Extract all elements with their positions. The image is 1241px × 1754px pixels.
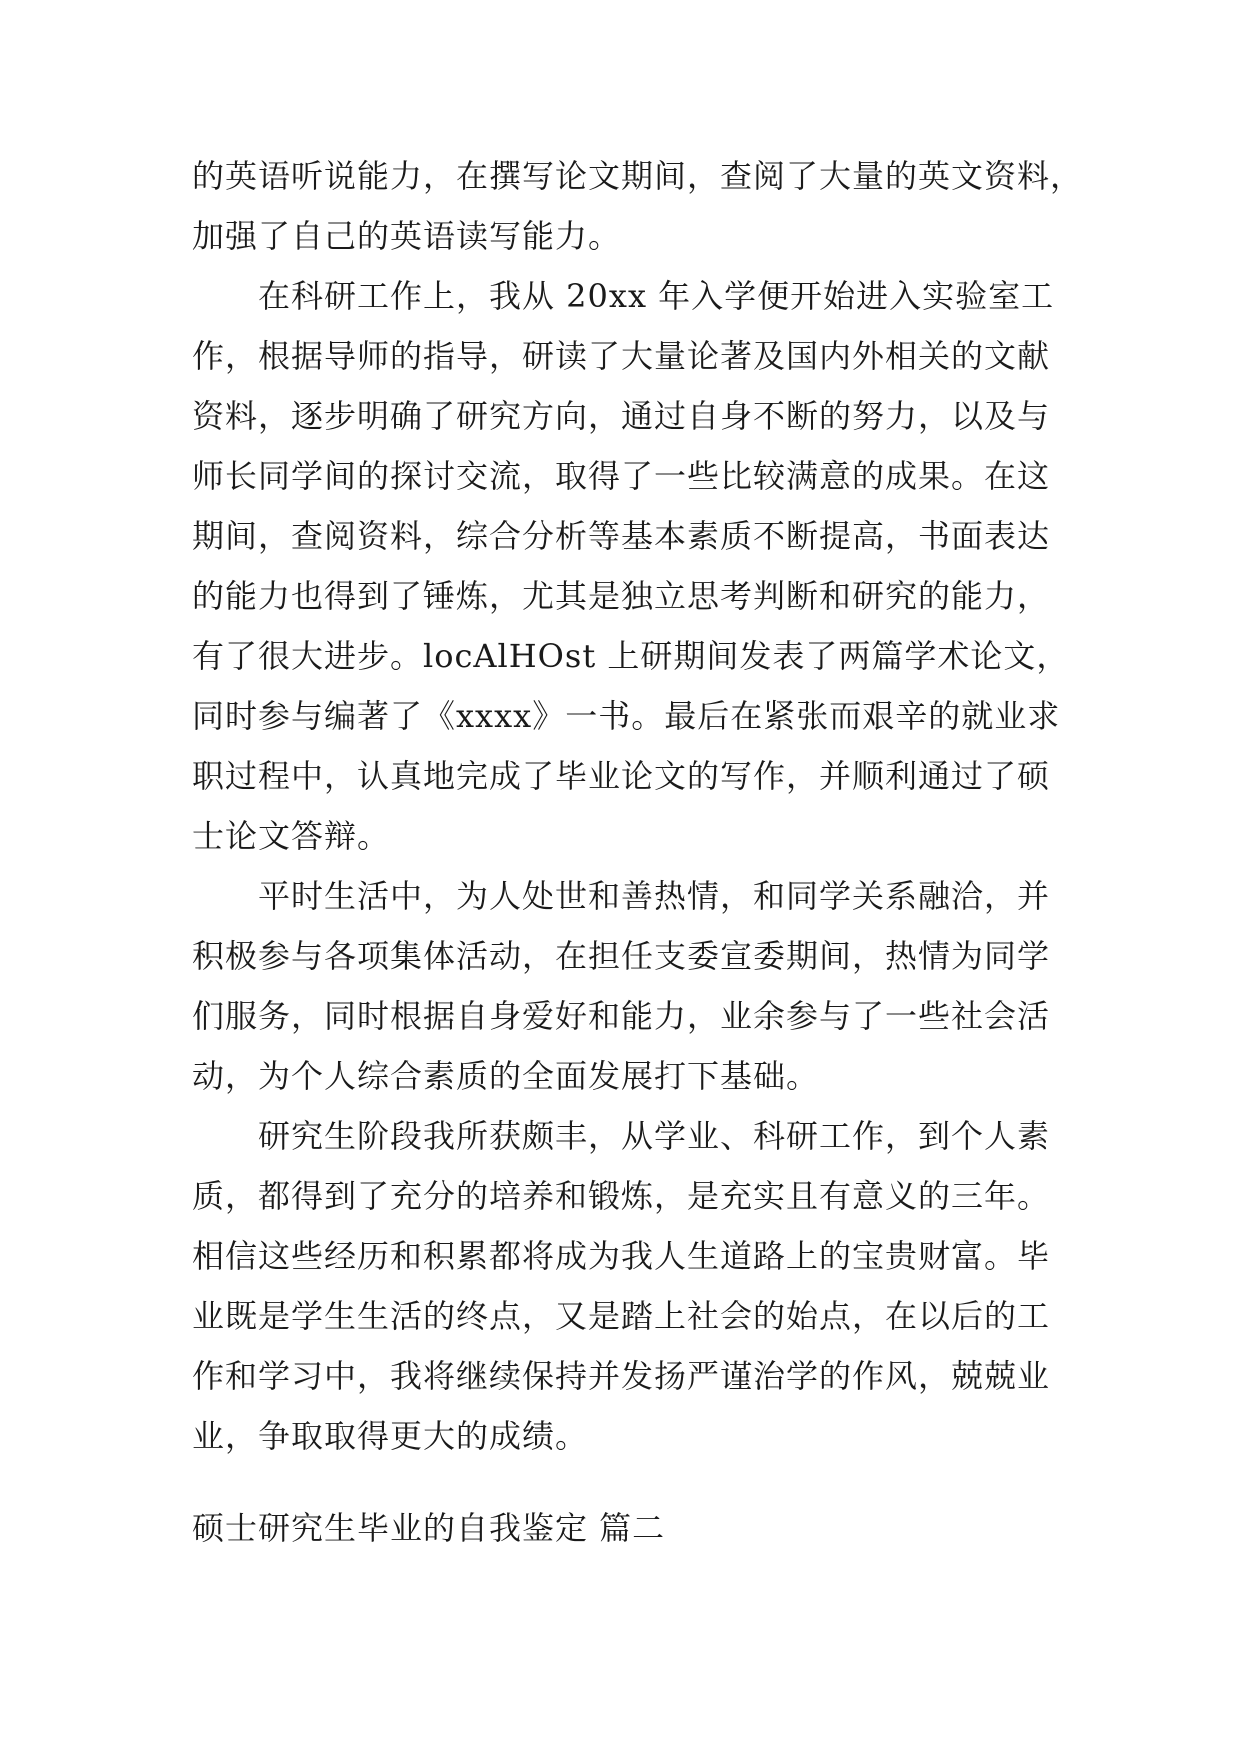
text-line: 作和学习中，我将继续保持并发扬严谨治学的作风，兢兢业 <box>192 1357 1051 1395</box>
document-body <box>192 146 1082 1466</box>
text-line: 期间，查阅资料，综合分析等基本素质不断提高，书面表达 <box>192 517 1051 555</box>
text-line: 们服务，同时根据自身爱好和能力，业余参与了一些社会活 <box>192 997 1051 1035</box>
text-line: 作，根据导师的指导，研读了大量论著及国内外相关的文献 <box>192 337 1051 375</box>
text-line: 有了很大进步。locAlHOst 上研期间发表了两篇学术论文， <box>192 637 1070 675</box>
text-line: 同时参与编著了《xxxx》一书。最后在紧张而艰辛的就业求 <box>192 697 1061 735</box>
text-line: 动，为个人综合素质的全面发展打下基础。 <box>192 1057 820 1095</box>
text-line: 业，争取取得更大的成绩。 <box>192 1417 589 1455</box>
text-line: 质，都得到了充分的培养和锻炼，是充实且有意义的三年。 <box>192 1177 1051 1215</box>
text-line: 积极参与各项集体活动，在担任支委宣委期间，热情为同学 <box>192 937 1051 975</box>
text-line: 资料，逐步明确了研究方向，通过自身不断的努力，以及与 <box>192 397 1051 435</box>
text-line: 相信这些经历和积累都将成为我人生道路上的宝贵财富。毕 <box>192 1237 1051 1275</box>
text-line: 的英语听说能力，在撰写论文期间，查阅了大量的英文资料， <box>192 157 1084 195</box>
paragraph-daily-life <box>192 866 1082 1106</box>
text-line: 研究生阶段我所获颇丰，从学业、科研工作，到个人素 <box>258 1117 1051 1155</box>
text-line: 职过程中，认真地完成了毕业论文的写作，并顺利通过了硕 <box>192 757 1051 795</box>
paragraph-research-work <box>192 266 1082 866</box>
paragraph-summary <box>192 1106 1082 1466</box>
text-line: 师长同学间的探讨交流，取得了一些比较满意的成果。在这 <box>192 457 1051 495</box>
text-line: 业既是学生生活的终点，又是踏上社会的始点，在以后的工 <box>192 1297 1051 1335</box>
text-line: 平时生活中，为人处世和善热情，和同学关系融洽，并 <box>258 877 1051 915</box>
paragraph-english-ability <box>192 146 1082 266</box>
text-line: 的能力也得到了锤炼，尤其是独立思考判断和研究的能力， <box>192 577 1051 615</box>
section-heading: 硕士研究生毕业的自我鉴定 篇二 <box>192 1509 666 1547</box>
text-line: 加强了自己的英语读写能力。 <box>192 217 622 255</box>
text-line: 士论文答辩。 <box>192 817 391 855</box>
text-line: 在科研工作上，我从 20xx 年入学便开始进入实验室工 <box>258 277 1055 315</box>
